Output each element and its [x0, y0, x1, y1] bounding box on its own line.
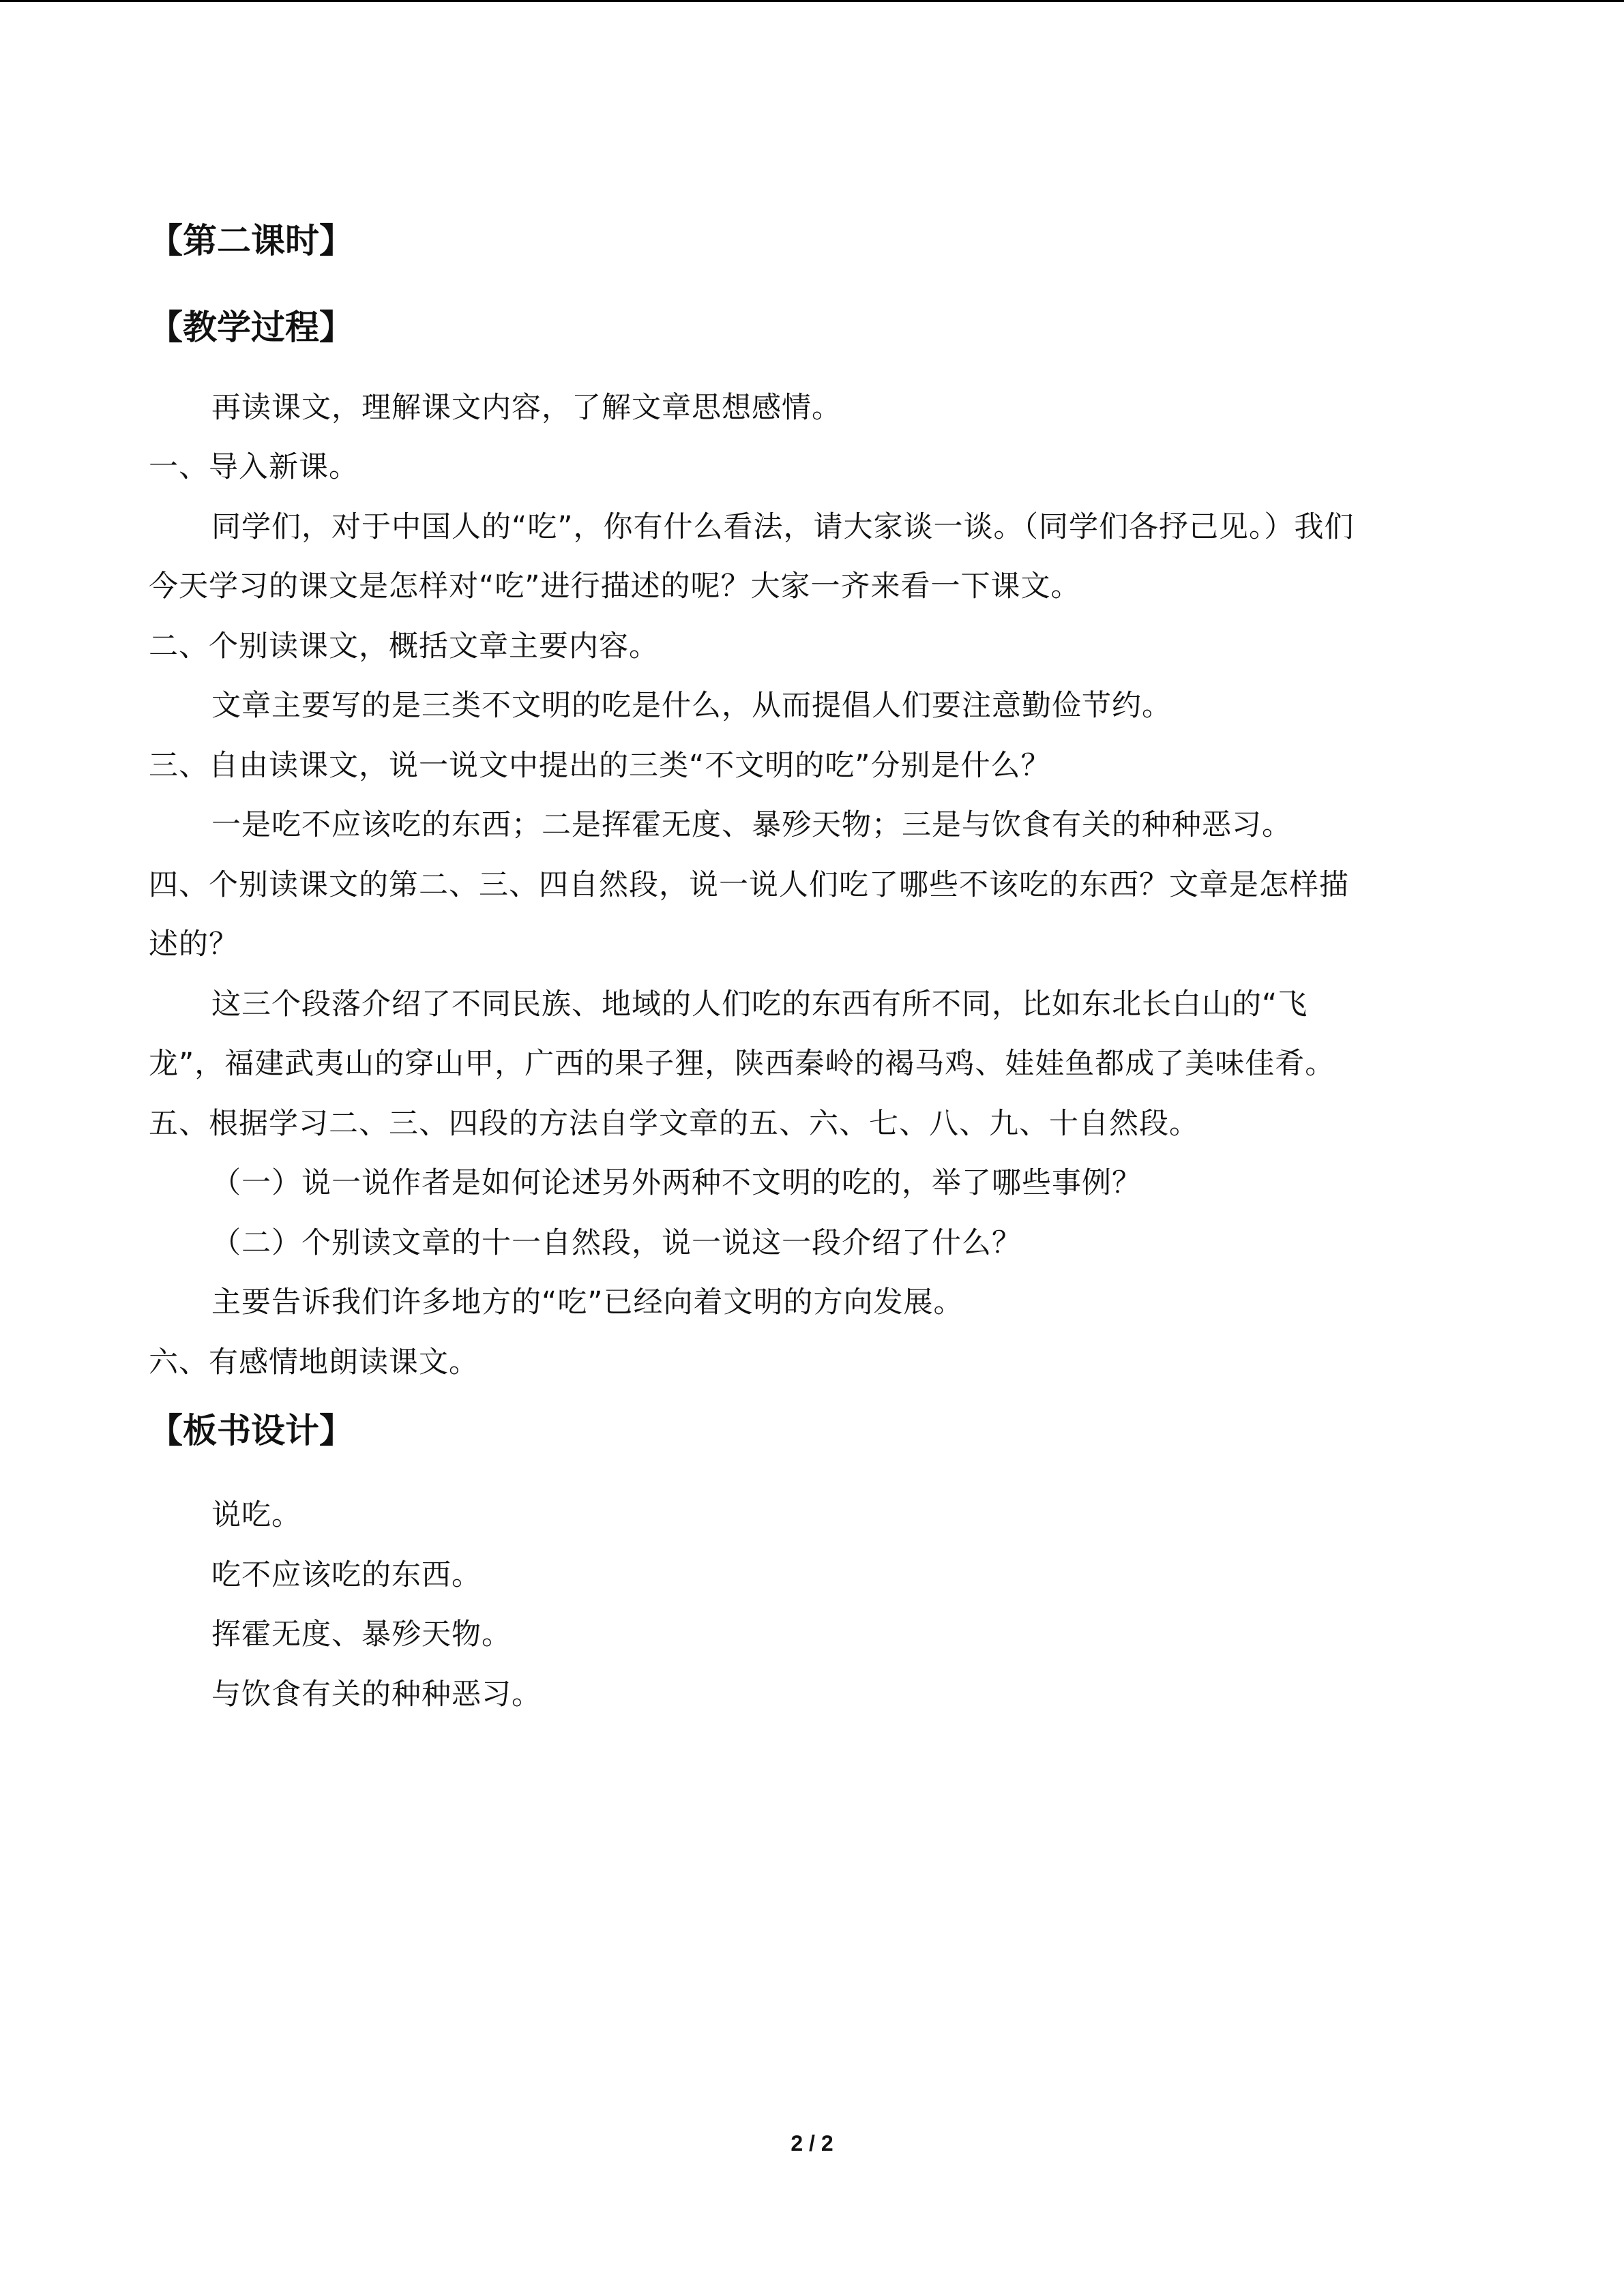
section-4-title-line-2: 述的？: [149, 927, 239, 961]
section-3-paragraph: 一是吃不应该吃的东西；二是挥霍无度、暴殄天物；三是与饮食有关的种种恶习。: [211, 808, 1292, 842]
section-1-paragraph-line-1: 同学们，对于中国人的“吃”，你有什么看法，请大家谈一谈。（同学们各抒己见。）我们: [211, 510, 1355, 544]
process-intro: 再读课文，理解课文内容，了解文章思想感情。: [211, 391, 842, 425]
section-5-title: 五、根据学习二、三、四段的方法自学文章的五、六、七、八、九、十自然段。: [149, 1107, 1199, 1141]
section-4-paragraph-line-2: 龙”，福建武夷山的穿山甲，广西的果子狸，陕西秦岭的褐马鸡、娃娃鱼都成了美味佳肴。: [149, 1047, 1335, 1081]
board-line-1: 说吃。: [211, 1498, 301, 1532]
section-1-title: 一、导入新课。: [149, 450, 359, 484]
process-heading: 【教学过程】: [149, 308, 353, 347]
section-5-subitem-2: （二）个别读文章的十一自然段，说一说这一段介绍了什么？: [211, 1226, 1022, 1260]
board-line-2: 吃不应该吃的东西。: [211, 1558, 482, 1592]
board-line-3: 挥霍无度、暴殄天物。: [211, 1617, 512, 1652]
top-border-line: [0, 0, 1624, 2]
section-6-title: 六、有感情地朗读课文。: [149, 1345, 479, 1380]
section-3-title: 三、自由读课文，说一说文中提出的三类“不文明的吃”分别是什么？: [149, 749, 1051, 783]
page-number: 2 / 2: [791, 2131, 833, 2156]
section-1-paragraph-line-2: 今天学习的课文是怎样对“吃”进行描述的呢？大家一齐来看一下课文。: [149, 569, 1081, 603]
section-5-subitem-1: （一）说一说作者是如何论述另外两种不文明的吃的，举了哪些事例？: [211, 1166, 1142, 1200]
section-5-paragraph: 主要告诉我们许多地方的“吃”已经向着文明的方向发展。: [211, 1285, 964, 1320]
section-4-title-line-1: 四、个别读课文的第二、三、四自然段，说一说人们吃了哪些不该吃的东西？文章是怎样描: [149, 868, 1349, 902]
board-line-4: 与饮食有关的种种恶习。: [211, 1678, 542, 1712]
lesson-title: 【第二课时】: [149, 221, 353, 260]
section-4-paragraph-line-1: 这三个段落介绍了不同民族、地域的人们吃的东西有所不同，比如东北长白山的“飞: [211, 987, 1308, 1022]
section-2-paragraph: 文章主要写的是三类不文明的吃是什么，从而提倡人们要注意勤俭节约。: [211, 689, 1172, 723]
board-heading: 【板书设计】: [149, 1411, 353, 1450]
section-2-title: 二、个别读课文，概括文章主要内容。: [149, 629, 659, 664]
